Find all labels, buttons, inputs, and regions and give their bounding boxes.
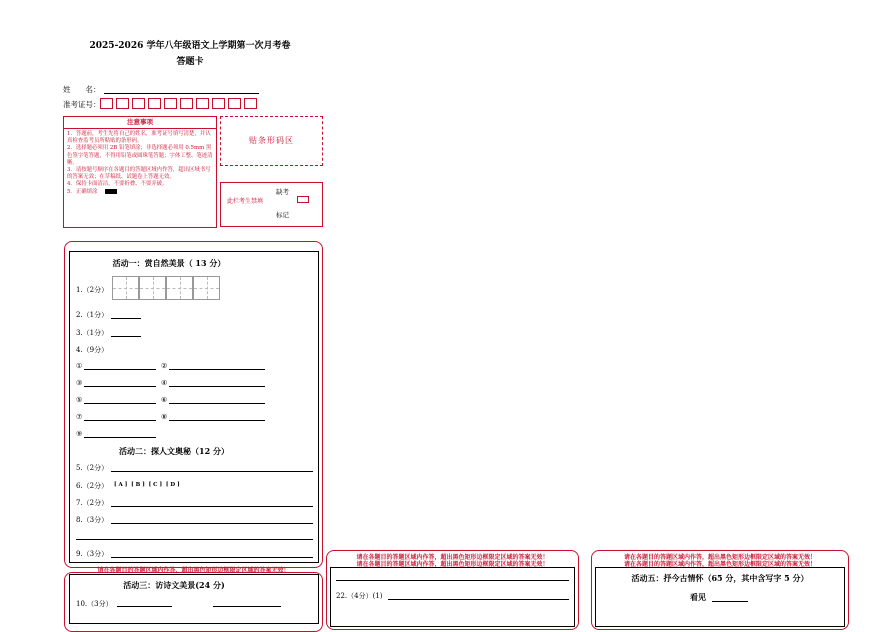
- q4-answer-line-4[interactable]: [169, 386, 265, 387]
- q21-answer-line[interactable]: [336, 580, 569, 581]
- q1-label: 1.（2分）: [76, 286, 109, 294]
- section1-title: 活动一：赏自然美景（ 13 分）: [112, 258, 226, 268]
- id-digit-box[interactable]: [148, 98, 161, 109]
- q4-mark-5: ⑤: [76, 396, 83, 404]
- section2-title: 活动二：探人文奥秘（12 分）: [119, 446, 229, 456]
- q8-label: 8.（3分）: [76, 516, 109, 524]
- filled-mark-sample: [105, 189, 117, 194]
- section5-title: 活动五：抒今古情怀（65 分，其中含写字 5 分）: [631, 573, 809, 583]
- q4-mark-4: ④: [161, 379, 168, 387]
- absent-label: 此栏考生禁填: [227, 198, 264, 205]
- q7-label: 7.（2分）: [76, 499, 109, 507]
- q6-choice-options[interactable]: [ A ] [ B ] [ C ] [ D ]: [114, 482, 180, 488]
- id-digit-box[interactable]: [228, 98, 241, 109]
- q5-label: 5.（2分）: [76, 464, 109, 472]
- boundary-warning: 请在各题目的答题区域内作答，超出黑色矩形边框限定区域的答案无效！: [97, 567, 290, 574]
- q4-answer-line-5[interactable]: [84, 403, 156, 404]
- absent-box: [220, 182, 323, 227]
- q10-answer-line-2[interactable]: [213, 606, 281, 607]
- boundary-warning: 请在各题目的答题区域内作答，超出黑色矩形边框限定区域的答案无效！: [356, 561, 549, 568]
- id-digit-box[interactable]: [244, 98, 257, 109]
- notice-box: [63, 116, 217, 228]
- q4-answer-line-3[interactable]: [84, 386, 156, 387]
- id-digit-box[interactable]: [132, 98, 145, 109]
- q4-mark-8: ⑧: [161, 413, 168, 421]
- q8-answer-line-2[interactable]: [76, 539, 313, 540]
- q4-label: 4.（9分）: [76, 346, 109, 354]
- essay-title-blank[interactable]: [712, 601, 748, 602]
- q4-mark-2: ②: [161, 362, 168, 370]
- q9-answer-line[interactable]: [111, 557, 313, 558]
- grid-cell[interactable]: [193, 276, 220, 300]
- q22-answer-line[interactable]: [388, 599, 569, 600]
- section3-title: 活动三：访诗文美景(24 分): [123, 580, 225, 590]
- notice-item: 3．请按题号顺序在各题目的答题区域内作答，超出区域书写的答案无效；在草稿纸、试题卷上答题无效。: [67, 167, 211, 181]
- q10-label: 10.（3分）: [76, 600, 113, 608]
- q5-answer-line[interactable]: [111, 471, 313, 472]
- boundary-warning: 请在各题目的答题区域内作答，超出黑色矩形边框限定区域的答案无效！: [356, 554, 549, 561]
- q7-answer-line[interactable]: [111, 506, 313, 507]
- q2-label: 2.（1分）: [76, 311, 109, 319]
- q22-label: 22.（4分）(1): [336, 592, 383, 600]
- q4-mark-1: ①: [76, 362, 83, 370]
- q4-mark-9: ⑨: [76, 430, 83, 438]
- q10-answer-line-1[interactable]: [117, 606, 172, 607]
- boundary-warning: 请在各题目的答题区域内作答，超出黑色矩形边框限定区域的答案无效！: [623, 554, 816, 561]
- exam-id-label: 准考证号：: [63, 100, 101, 109]
- name-field[interactable]: [104, 93, 259, 94]
- q4-answer-line-6[interactable]: [169, 403, 265, 404]
- q4-mark-3: ③: [76, 379, 83, 387]
- id-digit-box[interactable]: [180, 98, 193, 109]
- grid-cell[interactable]: [139, 276, 166, 300]
- notice-item: 5．正确填涂: [67, 188, 98, 195]
- q4-mark-6: ⑥: [161, 396, 168, 404]
- q4-mark-7: ⑦: [76, 413, 83, 421]
- q3-answer-line[interactable]: [111, 336, 141, 337]
- q3-label: 3.（1分）: [76, 329, 109, 337]
- essay-title: 看见: [690, 592, 706, 602]
- absent-mark-bottom: 标记: [276, 211, 289, 219]
- grid-cell[interactable]: [166, 276, 193, 300]
- q2-answer-line[interactable]: [111, 318, 141, 319]
- id-digit-box[interactable]: [212, 98, 225, 109]
- page-subtitle: 答题卡: [176, 57, 204, 67]
- q4-answer-line-2[interactable]: [169, 369, 265, 370]
- id-digit-box[interactable]: [100, 98, 113, 109]
- q4-answer-line-7[interactable]: [84, 420, 156, 421]
- q6-label: 6.（2分）: [76, 482, 109, 490]
- name-label: 姓 名：: [63, 85, 101, 94]
- q4-answer-line-9[interactable]: [84, 437, 156, 438]
- notice-item: 4．保持卡面清洁，不要折叠、不要弄破。: [67, 181, 168, 188]
- q4-answer-line-8[interactable]: [169, 420, 265, 421]
- q9-label: 9.（3分）: [76, 550, 109, 558]
- q4-answer-line-1[interactable]: [84, 369, 156, 370]
- id-digit-box[interactable]: [196, 98, 209, 109]
- notice-heading: 注意事项: [64, 117, 216, 129]
- absent-mark-top: 缺考: [276, 188, 289, 196]
- notice-item: 1．答题前，考生先将自己的姓名，准考证号填写清楚，并认真检查监考员所粘贴的条形码。: [67, 131, 211, 145]
- boundary-warning: 请在各题目的答题区域内作答，超出黑色矩形边框限定区域的答案无效！: [623, 561, 816, 568]
- notice-item: 2．选择题必须用 2B 铅笔填涂；非选择题必须用 0.5mm 黑色签字笔答题，不得用铅笔或圆珠笔答题；字体工整、笔迹清晰。: [67, 145, 213, 166]
- barcode-area: 贴条形码区: [220, 116, 323, 166]
- page-title: 2025-2026 学年八年级语文上学期第一次月考卷: [89, 41, 291, 51]
- q8-answer-line[interactable]: [111, 523, 313, 524]
- id-digit-box[interactable]: [164, 98, 177, 109]
- id-digit-box[interactable]: [116, 98, 129, 109]
- grid-cell[interactable]: [112, 276, 139, 300]
- absent-checkbox[interactable]: [297, 196, 309, 203]
